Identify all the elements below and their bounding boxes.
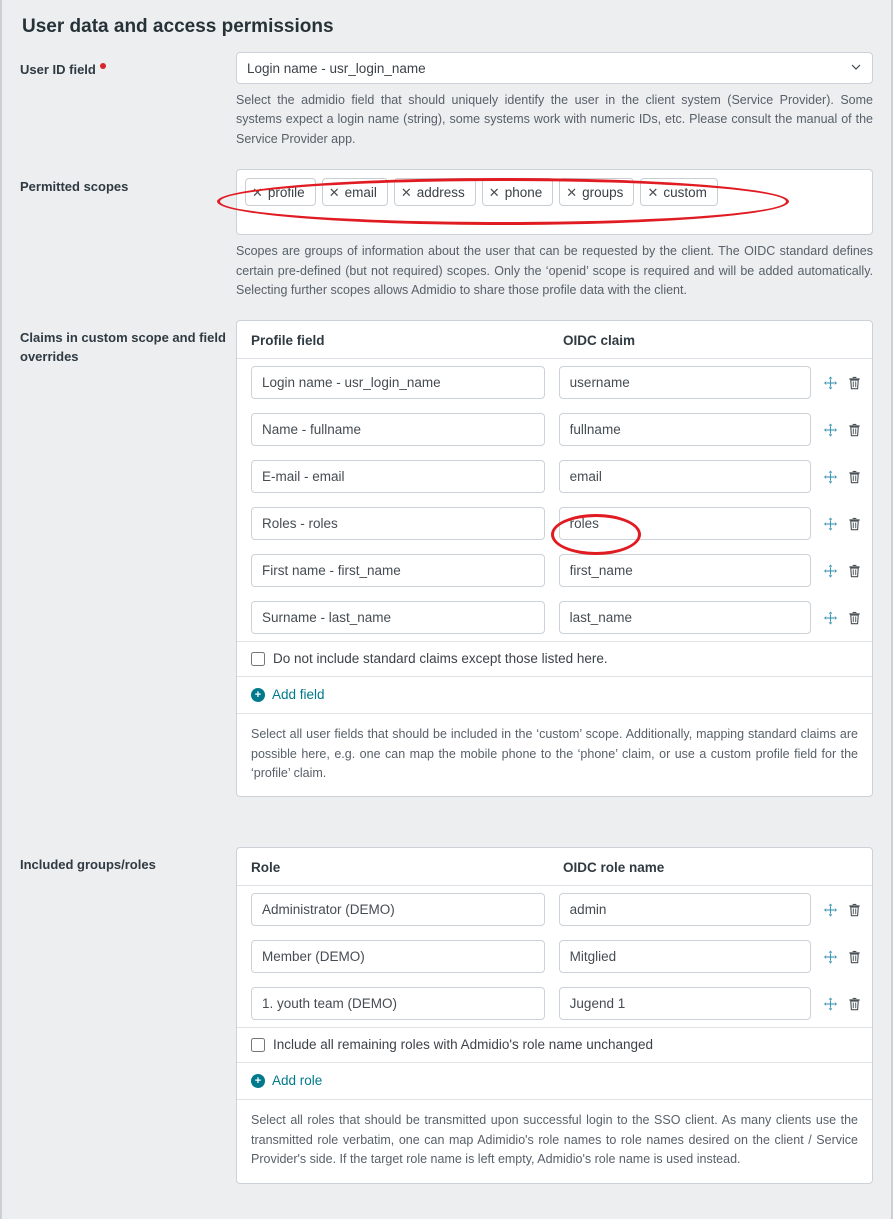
- user-id-field-label-text: User ID field: [20, 62, 96, 77]
- remove-token-icon[interactable]: ✕: [328, 184, 340, 200]
- claims-profile-field-input[interactable]: [251, 460, 545, 493]
- trash-icon[interactable]: [847, 516, 862, 532]
- user-id-field-row: [20, 52, 873, 167]
- claims-col-profile-field: Profile field: [251, 333, 325, 349]
- scope-token-label: email: [344, 184, 377, 200]
- row-actions: [811, 996, 862, 1012]
- trash-icon[interactable]: [847, 902, 862, 918]
- row-actions: [811, 563, 862, 579]
- permitted-scopes-input[interactable]: [236, 169, 873, 235]
- table-row: [237, 886, 872, 933]
- claims-oidc-claim-input[interactable]: [559, 413, 811, 446]
- claims-profile-field-input[interactable]: [251, 366, 545, 399]
- table-row: [237, 547, 872, 594]
- remove-token-icon[interactable]: ✕: [647, 184, 659, 200]
- row-actions: [811, 516, 862, 532]
- drag-handle-icon[interactable]: [823, 610, 838, 626]
- row-actions: [811, 469, 862, 485]
- drag-handle-icon[interactable]: [823, 563, 838, 579]
- trash-icon[interactable]: [847, 375, 862, 391]
- claims-footer-text: Select all user fields that should be included in the ‘custom’ scope. Additionally, mapping standard claims are possible here, e.g. one can map the mobile phone to the ‘phone’ claim, or use a custom profile field for the ‘profile’ claim.: [237, 713, 872, 796]
- scope-token-label: profile: [267, 184, 305, 200]
- standard-claims-checkbox-label: Do not include standard claims except those listed here.: [273, 651, 608, 667]
- claims-oidc-claim-input[interactable]: [559, 507, 811, 540]
- table-row: [237, 359, 872, 406]
- claims-row: [20, 320, 873, 797]
- roles-card: [236, 847, 873, 1183]
- drag-handle-icon[interactable]: [823, 469, 838, 485]
- user-id-help-text: Select the admidio field that should uniquely identify the user in the client system (Service Provider). Some systems expect a login name (string), some systems work with numeric IDs, etc. Please consult the manual of the Service Provider app.: [236, 93, 873, 146]
- claims-control: [236, 320, 873, 797]
- table-row: [237, 453, 872, 500]
- trash-icon[interactable]: [847, 610, 862, 626]
- row-actions: [811, 949, 862, 965]
- remove-token-icon[interactable]: ✕: [488, 184, 500, 200]
- claims-oidc-claim-input[interactable]: [559, 366, 811, 399]
- table-row: [237, 980, 872, 1027]
- table-row: [237, 933, 872, 980]
- scope-token-phone[interactable]: [482, 178, 553, 206]
- roles-col-oidc-role-name: OIDC role name: [563, 860, 665, 876]
- add-role-link[interactable]: Add role: [272, 1073, 323, 1089]
- claims-col-oidc-claim: OIDC claim: [563, 333, 636, 349]
- trash-icon[interactable]: [847, 469, 862, 485]
- claims-oidc-claim-input[interactable]: [559, 601, 811, 634]
- drag-handle-icon[interactable]: [823, 375, 838, 391]
- table-row: [237, 500, 872, 547]
- user-id-field-label: [20, 52, 236, 80]
- scope-token-label: address: [416, 184, 465, 200]
- trash-icon[interactable]: [847, 996, 862, 1012]
- table-row: [237, 594, 872, 641]
- role-name-input[interactable]: [251, 940, 545, 973]
- scope-token-label: custom: [663, 184, 707, 200]
- table-row: [237, 406, 872, 453]
- trash-icon[interactable]: [847, 422, 862, 438]
- roles-footer-text: Select all roles that should be transmitted upon successful login to the SSO client. As many clients use the transmitted role verbatim, one can map Adimidio's role names to role names desired on the client / Service Provider's side. If the target role name is left empty, Admidio's role name is used instead.: [237, 1099, 872, 1182]
- user-id-field-control: [236, 52, 873, 167]
- user-id-select[interactable]: [236, 52, 873, 84]
- claims-profile-field-input[interactable]: [251, 507, 545, 540]
- claims-table-header: [237, 321, 872, 359]
- standard-claims-checkbox[interactable]: [251, 652, 265, 666]
- oidc-role-name-input[interactable]: [559, 940, 811, 973]
- role-name-input[interactable]: [251, 987, 545, 1020]
- plus-icon: +: [251, 1074, 265, 1088]
- trash-icon[interactable]: [847, 949, 862, 965]
- bottom-spacer: [20, 1186, 873, 1196]
- drag-handle-icon[interactable]: [823, 516, 838, 532]
- remaining-roles-checkbox-label: Include all remaining roles with Admidio's role name unchanged: [273, 1037, 654, 1053]
- scope-token-email[interactable]: [322, 178, 388, 206]
- scope-token-address[interactable]: [394, 178, 476, 206]
- scope-token-custom[interactable]: [640, 178, 717, 206]
- claims-label: Claims in custom scope and field overrides: [20, 330, 226, 365]
- claims-card: [236, 320, 873, 797]
- roles-col-role: Role: [251, 860, 281, 876]
- trash-icon[interactable]: [847, 563, 862, 579]
- standard-claims-checkbox-row: [237, 641, 872, 676]
- drag-handle-icon[interactable]: [823, 949, 838, 965]
- scope-token-profile[interactable]: [245, 178, 316, 206]
- plus-icon: +: [251, 688, 265, 702]
- role-name-input[interactable]: [251, 893, 545, 926]
- roles-table-header: [237, 848, 872, 886]
- row-actions: [811, 902, 862, 918]
- drag-handle-icon[interactable]: [823, 996, 838, 1012]
- claims-profile-field-input[interactable]: [251, 554, 545, 587]
- remaining-roles-checkbox-row: [237, 1027, 872, 1062]
- included-roles-row: [20, 847, 873, 1183]
- page-title: User data and access permissions: [22, 16, 334, 37]
- remove-token-icon[interactable]: ✕: [400, 184, 412, 200]
- permitted-scopes-help-text: Scopes are groups of information about the user that can be requested by the client. The OIDC standard defines certain pre-defined (but not required) scopes. Only the ‘openid’ scope is required and will be added automatically. Selecting further scopes allows Admidio to share those profile data with the client.: [236, 244, 873, 297]
- user-id-select-wrap: [236, 52, 873, 84]
- add-field-row: [237, 676, 872, 713]
- oidc-role-name-input[interactable]: [559, 893, 811, 926]
- oidc-role-name-input[interactable]: [559, 987, 811, 1020]
- included-roles-control: [236, 847, 873, 1183]
- remove-token-icon[interactable]: ✕: [566, 184, 578, 200]
- section-spacer: [20, 799, 873, 847]
- add-field-link[interactable]: Add field: [272, 687, 325, 703]
- scope-token-list: [245, 178, 864, 206]
- scope-token-groups[interactable]: [559, 178, 634, 206]
- remove-token-icon[interactable]: ✕: [252, 184, 263, 200]
- included-roles-label: Included groups/roles: [20, 857, 156, 873]
- claims-profile-field-input[interactable]: [251, 601, 545, 634]
- claims-oidc-claim-input[interactable]: [559, 460, 811, 493]
- permitted-scopes-row: [20, 169, 873, 318]
- row-actions: [811, 375, 862, 391]
- row-actions: [811, 610, 862, 626]
- drag-handle-icon[interactable]: [823, 902, 838, 918]
- permitted-scopes-control: [236, 169, 873, 318]
- required-indicator-icon: [100, 63, 106, 69]
- permitted-scopes-label: Permitted scopes: [20, 179, 129, 195]
- scope-token-label: phone: [504, 184, 543, 200]
- add-role-row: [237, 1062, 872, 1099]
- scope-token-label: groups: [582, 184, 624, 200]
- claims-profile-field-input[interactable]: [251, 413, 545, 446]
- claims-oidc-claim-input[interactable]: [559, 554, 811, 587]
- remaining-roles-checkbox[interactable]: [251, 1038, 265, 1052]
- row-actions: [811, 422, 862, 438]
- drag-handle-icon[interactable]: [823, 422, 838, 438]
